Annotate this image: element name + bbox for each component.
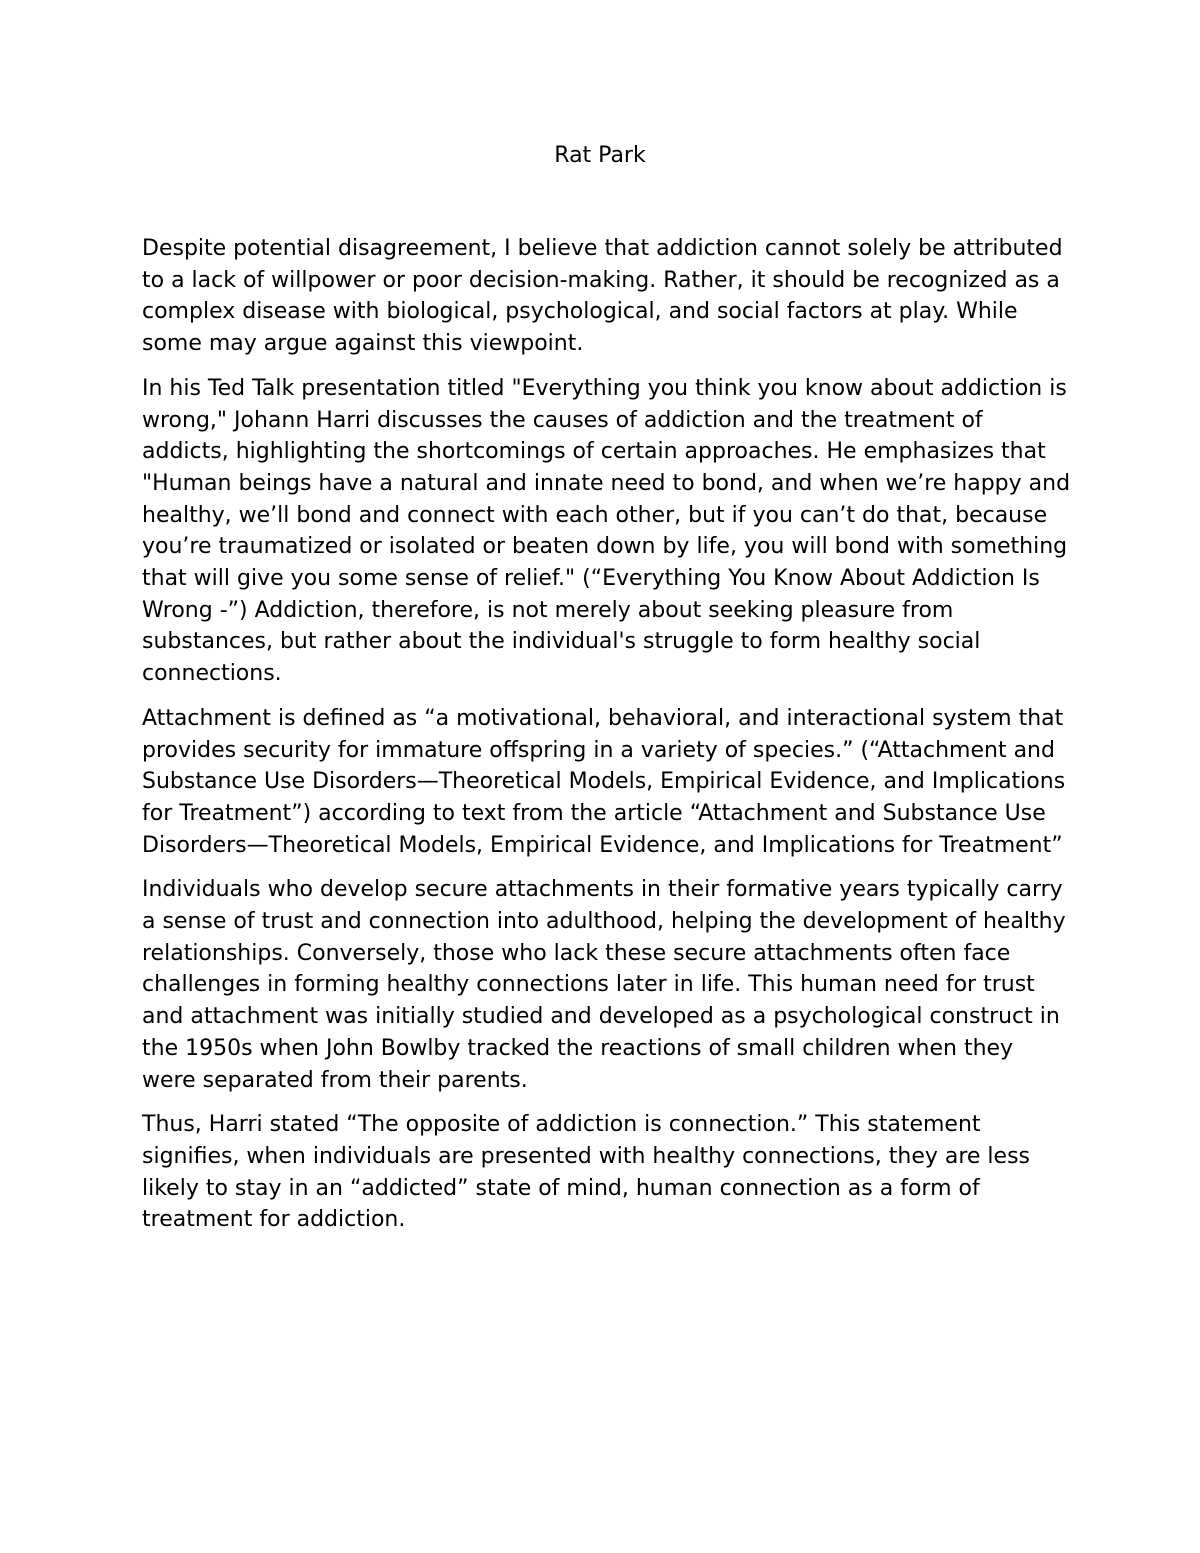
paragraph: Thus, Harri stated “The opposite of addiction is connection.” This statement signifies, when individuals are presented with healthy connections, they are less likely to stay in an “addicted” state of mind, human connection as a form of treatment for addiction. (142, 1112, 1031, 1233)
paragraph: Attachment is defined as “a motivational, behavioral, and interactional system that provides security for immature offspring in a variety of species.” (“Attachment and Substance Use Disorders—Theoretical Models, Empirical Evidence, and Implications for Treatment”) according to text from the article “Attachment and Substance Use Disorders—Theoretical Models, Empirical Evidence, and Implications for Treatment” (142, 705, 1066, 858)
paragraph: Individuals who develop secure attachments in their formative years typically carry a sense of trust and connection into adulthood, helping the development of healthy relationships. Conversely, those who lack these secure attachments often face challenges in forming healthy connections later in life. This human need for trust and attachment was initially studied and developed as a psychological construct in the 1950s when John Bowlby tracked the reactions of small children when they were separated from their parents. (142, 877, 1066, 1093)
paragraph: In his Ted Talk presentation titled "Everything you think you know about addiction is wrong," Johann Harri discusses the causes of addiction and the treatment of addicts, highlighting the shortcomings of certain approaches. He emphasizes that "Human beings have a natural and innate need to bond, and when we’re happy and healthy, we’ll bond and connect with each other, but if you can’t do that, because you’re traumatized or isolated or beaten down by life, you will bond with something that will give you some sense of relief." (“Everything You Know About Addiction Is Wrong -”) Addiction, therefore, is not merely about seeking pleasure from substances, but rather about the individual's struggle to form healthy social connections. (142, 375, 1071, 687)
page-title: Rat Park (554, 143, 646, 168)
document-body (142, 233, 1072, 1249)
paragraph: Despite potential disagreement, I believe that addiction cannot solely be attributed to a lack of willpower or poor decision-making. Rather, it should be recognized as a complex disease with biological, psychological, and social factors at play. While some may argue against this viewpoint. (142, 236, 1063, 357)
